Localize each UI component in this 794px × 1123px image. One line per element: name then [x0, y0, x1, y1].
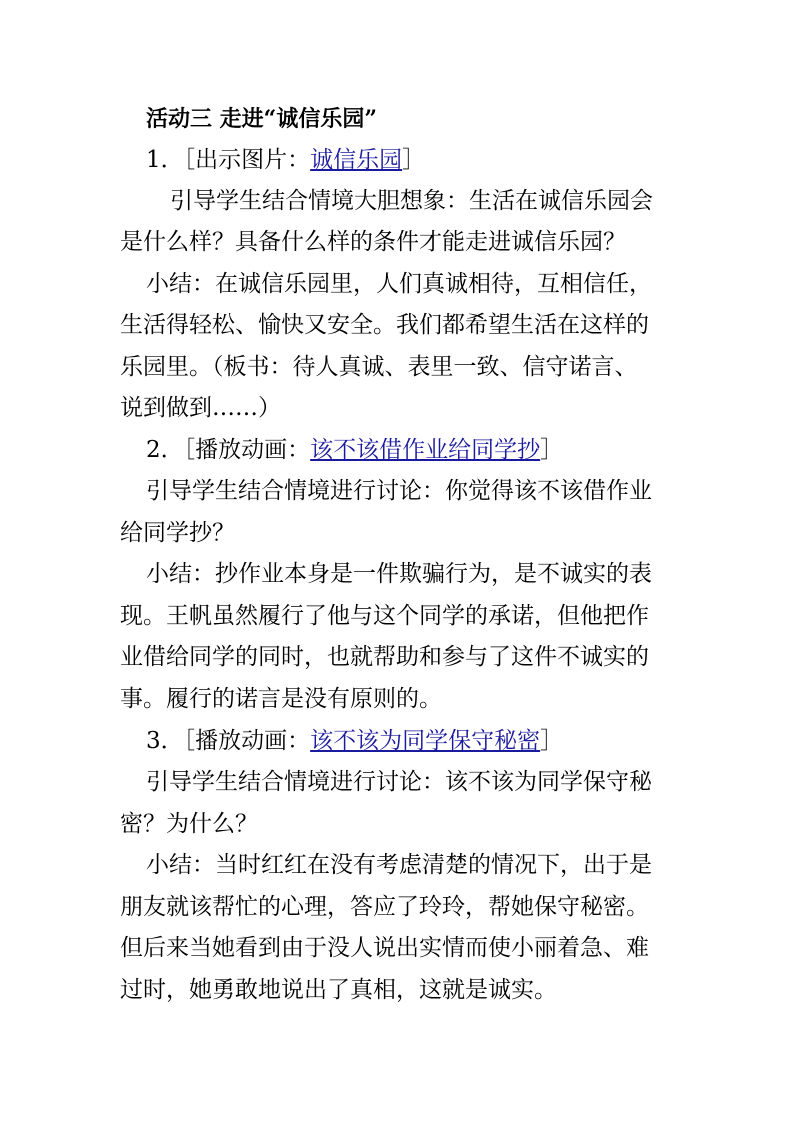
- section-3-summary-line-4: 过时，她勇敢地说出了真相，这就是诚实。: [120, 977, 557, 1003]
- section-1-link[interactable]: 诚信乐园: [310, 147, 403, 173]
- section-2-guide-line-2: 给同学抄？: [120, 520, 235, 546]
- section-3-summary-line-1: 小结：当时红红在没有考虑清楚的情况下，出于是: [146, 852, 652, 878]
- section-3-link[interactable]: 该不该为同学保守秘密: [310, 728, 541, 754]
- activity-title: 活动三 走进“诚信乐园”: [146, 106, 377, 132]
- section-2-summary-line-1: 小结：抄作业本身是一件欺骗行为，是不诚实的表: [146, 561, 652, 587]
- section-1-guide-line-2: 是什么样？具备什么样的条件才能走进诚信乐园？: [120, 229, 626, 255]
- section-2-heading-suffix: ］: [540, 437, 564, 463]
- section-2-guide-line-1: 引导学生结合情境进行讨论：你觉得该不该借作业: [146, 478, 652, 504]
- section-2-summary-line-4: 事。履行的诺言是没有原则的。: [120, 686, 442, 712]
- section-3-guide-line-1: 引导学生结合情境进行讨论：该不该为同学保守秘: [146, 769, 652, 795]
- section-2-heading: [146, 435, 563, 465]
- section-3-heading-suffix: ］: [540, 728, 564, 754]
- section-3-summary-line-2: 朋友就该帮忙的心理，答应了玲玲，帮她保守秘密。: [120, 894, 649, 920]
- section-1-heading-prefix: 1．［出示图片：: [146, 147, 311, 173]
- section-1-heading: [146, 145, 425, 175]
- section-3-heading: [146, 726, 563, 756]
- section-1-summary-line-1: 小结：在诚信乐园里，人们真诚相待，互相信任，: [146, 271, 652, 297]
- section-2-heading-prefix: 2．［播放动画：: [146, 437, 311, 463]
- section-1-guide-line-1: 引导学生结合情境大胆想象：生活在诚信乐园会: [170, 188, 653, 214]
- section-1-summary-line-2: 生活得轻松、愉快又安全。我们都希望生活在这样的: [120, 312, 649, 338]
- section-1-heading-suffix: ］: [402, 147, 426, 173]
- section-2-summary-line-3: 业借给同学的同时，也就帮助和参与了这件不诚实的: [120, 644, 649, 670]
- section-1-summary-line-3: 乐园里。（板书：待人真诚、表里一致、信守诺言、: [120, 354, 638, 380]
- section-3-guide-line-2: 密？为什么？: [120, 811, 258, 837]
- section-1-summary-line-4: 说到做到……）: [120, 395, 281, 421]
- section-3-heading-prefix: 3．［播放动画：: [146, 728, 311, 754]
- section-2-summary-line-2: 现。王帆虽然履行了他与这个同学的承诺，但他把作: [120, 603, 649, 629]
- section-3-summary-line-3: 但后来当她看到由于没人说出实情而使小丽着急、难: [120, 935, 649, 961]
- section-2-link[interactable]: 该不该借作业给同学抄: [310, 437, 541, 463]
